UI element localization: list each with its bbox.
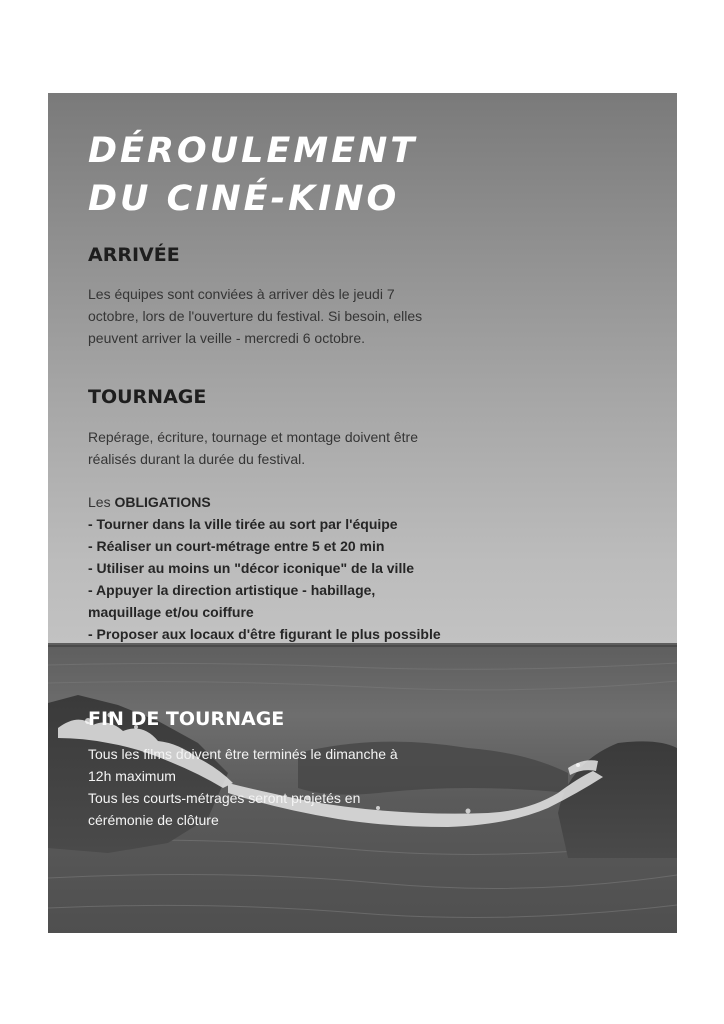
obligations-intro (88, 491, 508, 513)
fin-paragraph (88, 743, 508, 831)
poster-content (48, 93, 677, 933)
section-heading-arrivee: ARRIVÉE (88, 244, 180, 266)
arrivee-line: peuvent arriver la veille - mercredi 6 octobre. (88, 330, 366, 346)
arrivee-paragraph (88, 283, 508, 349)
arrivee-line: Les équipes sont conviées à arriver dès le jeudi 7 (88, 286, 395, 302)
tournage-line: réalisés durant la durée du festival. (88, 451, 306, 467)
title-line-2: DU CINÉ-KINO (88, 179, 400, 219)
title-line-1: DÉROULEMENT (88, 131, 418, 171)
tournage-paragraph (88, 426, 508, 470)
poster (48, 93, 677, 933)
obligation-item: - Utiliser au moins un "décor iconique" de la ville (88, 560, 415, 576)
section-heading-tournage: TOURNAGE (88, 386, 207, 408)
obligations-list (88, 491, 508, 645)
tournage-line: Repérage, écriture, tournage et montage doivent être (88, 429, 418, 445)
fin-line: Tous les courts-métrages seront projetés en (88, 790, 361, 806)
obligation-item: maquillage et/ou coiffure (88, 604, 254, 620)
obligation-item: - Proposer aux locaux d'être figurant le plus possible (88, 626, 441, 642)
fin-line: cérémonie de clôture (88, 812, 219, 828)
fin-line: Tous les films doivent être terminés le dimanche à (88, 746, 398, 762)
obligations-label: OBLIGATIONS (114, 494, 211, 510)
obligation-item: - Appuyer la direction artistique - habillage, (88, 582, 376, 598)
section-heading-fin-de-tournage: FIN DE TOURNAGE (88, 708, 285, 730)
obligation-item: - Tourner dans la ville tirée au sort par l'équipe (88, 516, 398, 532)
arrivee-line: octobre, lors de l'ouverture du festival. Si besoin, elles (88, 308, 423, 324)
obligation-item: - Réaliser un court-métrage entre 5 et 20 min (88, 538, 385, 554)
page-title (88, 127, 417, 223)
obligations-prefix: Les (88, 494, 115, 510)
fin-line: 12h maximum (88, 768, 176, 784)
